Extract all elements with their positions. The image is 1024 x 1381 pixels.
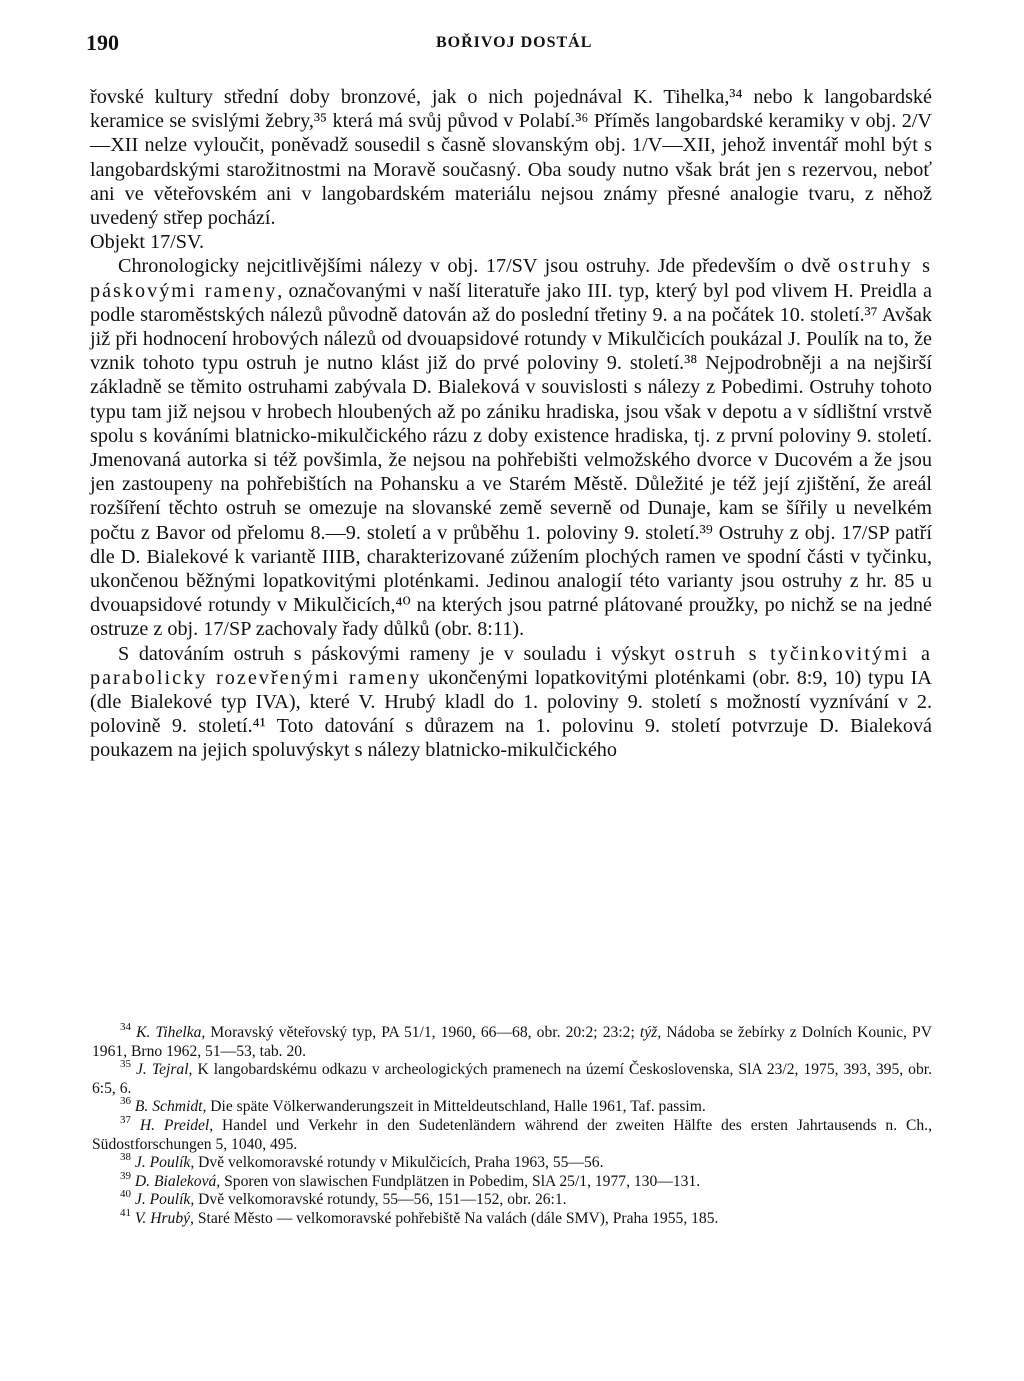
- paragraph-3: [90, 642, 932, 763]
- footnote-text: Handel und Verkehr in den Sudetenländern während der zweiten Hälfte des ersten Jahrtausends n. Ch., Südostforschungen 5, 1040, 495.: [92, 1116, 932, 1153]
- footnote-text-2: Nádoba se žebírky z Dolních Kounic, PV 1961, Brno 1962, 51—53, tab. 20.: [92, 1024, 932, 1060]
- paragraph-3-part-c: ukončenými lopatkovitými ploténkami (obr. 8:9, 10) typu IA (dle Bialekové typ IVA), které V. Hrubý kladl do 1. poloviny 9. století s možností vyznívání v 2. polovině 9. století.⁴¹ Toto datování s důrazem na 1. polovinu 9. století potvrzuje D. Bialeková poukazem na jejich spoluvýskyt s nálezy blatnicko-mikulčického: [90, 666, 932, 762]
- footnote-author: J. Poulík,: [134, 1154, 195, 1172]
- footnote-author-2: týž,: [639, 1024, 662, 1041]
- footnote-author: H. Preidel,: [139, 1116, 214, 1134]
- footnote-text: Staré Město — velkomoravské pohřebiště Na valách (dále SMV), Praha 1955, 185.: [193, 1209, 719, 1227]
- footnote-author: J. Tejral,: [136, 1061, 193, 1079]
- footnote-author: B. Schmidt,: [134, 1098, 207, 1116]
- footnote-number: 40: [120, 1188, 131, 1201]
- footnote-34: [92, 1021, 932, 1061]
- paragraph-3-part-a: S datováním ostruh s páskovými rameny je v souladu i výskyt: [118, 642, 675, 665]
- footnote-number: 35: [120, 1058, 131, 1071]
- running-head: BOŘIVOJ DOSTÁL: [436, 34, 593, 51]
- footnote-38: [92, 1151, 932, 1173]
- footnote-37: [92, 1113, 932, 1154]
- page-number: 190: [86, 30, 119, 55]
- footnotes: [92, 1021, 932, 1229]
- body-text: [90, 85, 932, 763]
- footnote-author: J. Poulík,: [134, 1191, 195, 1209]
- footnote-39: [92, 1169, 932, 1192]
- footnote-number: 39: [120, 1169, 131, 1182]
- footnote-number: 41: [120, 1206, 131, 1219]
- paragraph-2-part-a: Chronologicky nejcitlivějšími nálezy v obj. 17/SV jsou ostruhy. Jde především o dvě: [118, 255, 839, 278]
- footnote-41: [92, 1206, 932, 1229]
- footnote-40: [92, 1188, 932, 1210]
- paragraph-2-part-c: , označovanými v naší literatuře jako III. typ, který byl pod vlivem H. Preidla a podle staroměstských nálezů původně datován až do poslední třetiny 9. a na počátek 10. století.³⁷ Avšak již při hodnocení hrobových nálezů od dvouapsidové rotundy v Mikulčicích poukázal J. Poulík na to, že vznik tohoto typu ostruh je nutno klást již do prvé poloviny 9. století.³⁸ Nejpodrobněji a na nejširší základně se těmito ostruhami zabývala D. Bialeková v souvislosti s nálezy z Pobedimi. Ostruhy tohoto typu tam již nejsou v hrobech hloubených až po zániku hradiska, jsou však v depotu a v sídlištní vrstvě spolu s kováními blatnicko-mikulčického rázu z doby existence hradiska, tj. z první poloviny 9. století. Jmenovaná autorka si též povšimla, že nejsou na pohřebišti velmožského dvorce v Ducovém a že jsou jen zastoupeny na pohřebištích na Pohansku a ve Starém Městě. Důležité je též její zjištění, že areál rozšíření těchto ostruh se omezuje na slovanské země severně od Dunaje, kam se šířily u nevelkém počtu z Bavor od přelomu 8.—9. století a v průběhu 1. poloviny 9. století.³⁹ Ostruhy z obj. 17/SP patří dle D. Bialekové k variantě IIIB, charakterizované zúžením plochých ramen ve spodní části v tyčinku, ukončenou běžnými lopatkovitými ploténkami. Jedinou analogií této varianty jsou ostruhy z hr. 85 u dvouapsidové rotundy v Mikulčicích,⁴⁰ na kterých jsou patrné plátované proužky, po nichž se na jedné ostruze z obj. 17/SP zachovaly řady důlků (obr. 8:11).: [90, 279, 932, 641]
- footnote-36: [92, 1095, 932, 1117]
- paragraph-3-spaced-term: ostruh s tyčinkovitými a parabolicky rozevřenými rameny: [90, 642, 932, 689]
- footnote-text: Sporen von slawischen Fundplätzen in Pobedim, SlA 25/1, 1977, 130—131.: [220, 1172, 701, 1190]
- footnote-number: 37: [120, 1113, 131, 1126]
- footnote-number: 34: [120, 1021, 131, 1033]
- footnote-text: Moravský věteřovský typ, PA 51/1, 1960, 66—68, obr. 20:2; 23:2;: [205, 1024, 635, 1041]
- footnote-author: V. Hrubý,: [134, 1209, 194, 1227]
- footnote-35: [92, 1058, 932, 1098]
- footnote-text: Dvě velkomoravské rotundy v Mikulčicích, Praha 1963, 55—56.: [194, 1154, 604, 1172]
- footnote-author: K. Tihelka,: [136, 1024, 206, 1041]
- footnote-number: 36: [120, 1095, 131, 1108]
- page-header: [86, 30, 936, 60]
- footnote-text: Dvě velkomoravské rotundy, 55—56, 151—152, obr. 26:1.: [194, 1191, 567, 1209]
- footnote-text: Die späte Völkerwanderungszeit in Mitteldeutschland, Halle 1961, Taf. passim.: [206, 1098, 706, 1116]
- footnote-number: 38: [120, 1151, 131, 1164]
- footnote-text: K langobardskému odkazu v archeologických pramenech na území Československa, SlA 23/2, 1975, 393, 395, obr. 6:5, 6.: [92, 1061, 932, 1097]
- paragraph-1: řovské kultury střední doby bronzové, jak o nich pojednával K. Tihelka,³⁴ nebo k langobardské keramice se svislými žebry,³⁵ která má svůj původ v Polabí.³⁶ Příměs langobardské keramiky v obj. 2/V—XII nelze vyloučit, poněvadž sousedil s časně slovanským obj. 1/V—XII, jehož inventář mohl být s langobardskými starožitnostmi na Moravě současný. Oba soudy nutno však brát jen s rezervou, neboť ani ve věteřovském ani v langobardském materiálu nejsou známy přesné analogie tvaru, z něhož uvedený střep pochází.: [90, 86, 932, 230]
- paragraph-2-spaced-term: ostruhy s páskovými rameny: [90, 255, 932, 302]
- paragraph-2: [90, 254, 932, 641]
- section-heading: Objekt 17/SV.: [90, 231, 205, 254]
- footnote-author: D. Bialeková,: [134, 1172, 221, 1190]
